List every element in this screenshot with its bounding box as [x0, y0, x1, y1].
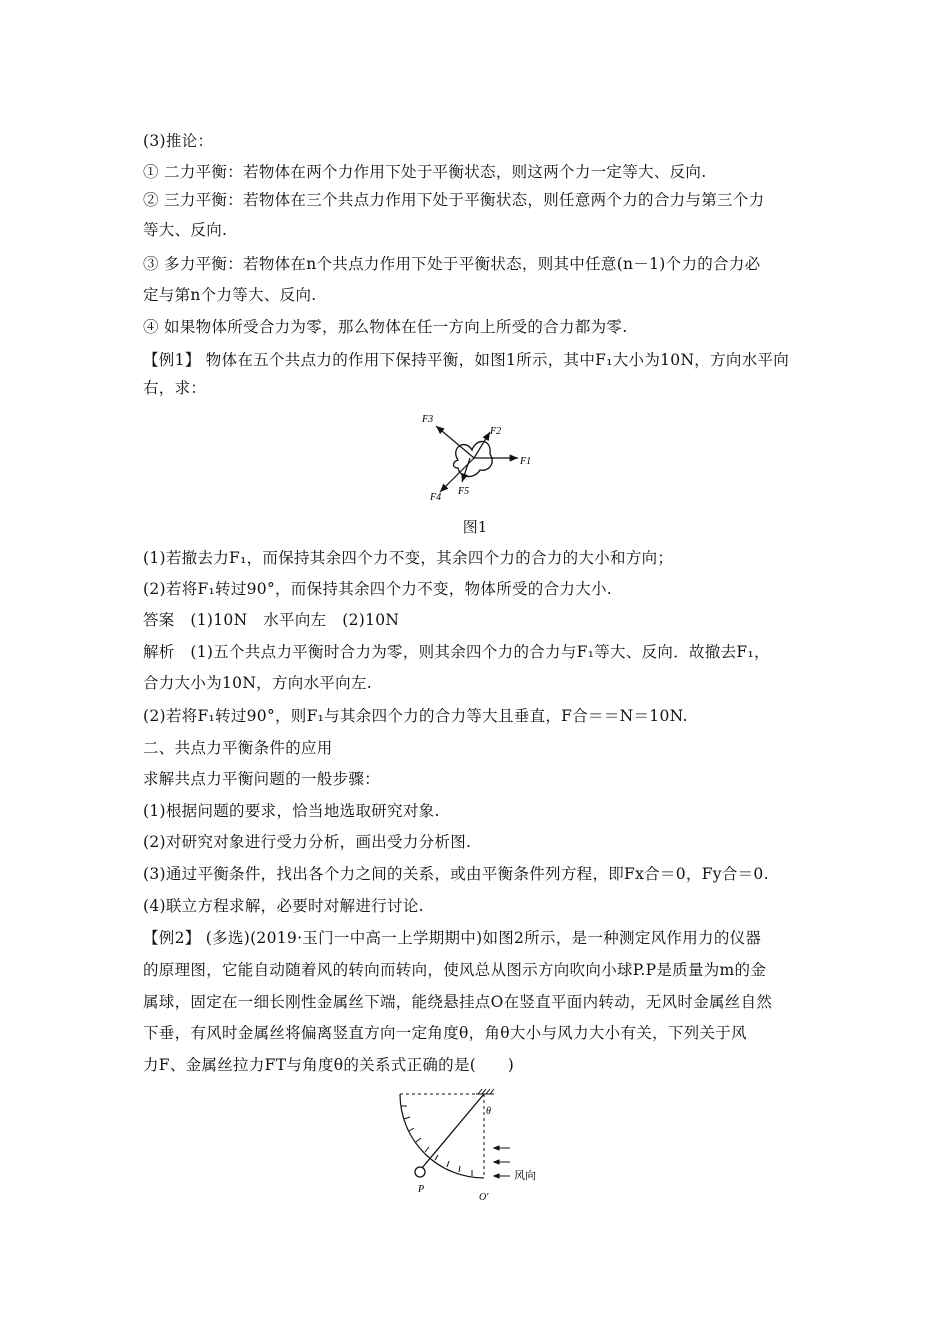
figure-1-caption: 图1	[462, 518, 488, 536]
answer-line: 答案 (1)10N 水平向左 (2)10N	[143, 611, 400, 629]
text-line: 定与第n个力等大、反向.	[143, 286, 317, 304]
analysis-line: 解析 (1)五个共点力平衡时合力为零，则其余四个力的合力与F₁等大、反向．故撤去F₁，	[143, 643, 770, 661]
p-label: P	[418, 1184, 425, 1195]
text-line: 等大、反向.	[143, 221, 228, 239]
text-line: ④ 如果物体所受合力为零，那么物体在任一方向上所受的合力都为零.	[143, 318, 628, 336]
figure-1-force-diagram	[410, 408, 545, 508]
figure-2-wind-instrument-diagram	[390, 1086, 565, 1208]
wind-direction-label: 风向	[514, 1170, 536, 1182]
text-line: 的原理图，它能自动随着风的转向而转向，使风总从图示方向吹向小球P.P是质量为m的金	[143, 961, 767, 979]
ball-p	[415, 1167, 425, 1177]
text-line: ② 三力平衡：若物体在三个共点力作用下处于平衡状态，则任意两个力的合力与第三个力	[143, 191, 765, 209]
scale-arc	[400, 1094, 484, 1178]
text-line: (1)根据问题的要求，恰当地选取研究对象.	[143, 802, 440, 820]
f5-label: F5	[458, 486, 470, 497]
text-line: (1)若撤去力F₁，而保持其余四个力不变，其余四个力的合力的大小和方向；	[143, 549, 674, 567]
o-prime-label: O′	[479, 1192, 489, 1203]
text-line: (2)若将F₁转过90°，而保持其余四个力不变，物体所受的合力大小.	[143, 580, 613, 598]
text-line: (2)对研究对象进行受力分析，画出受力分析图.	[143, 833, 472, 851]
f3-arrow	[436, 426, 474, 458]
text-line: ① 二力平衡：若物体在两个力作用下处于平衡状态，则这两个力一定等大、反向.	[143, 163, 707, 181]
text-line: ③ 多力平衡：若物体在n个共点力作用下处于平衡状态，则其中任意(n－1)个力的合力必	[143, 255, 761, 273]
f3-label: F3	[422, 414, 434, 425]
ceiling-hatch	[476, 1089, 494, 1094]
text-line: 属球，固定在一细长刚性金属丝下端，能绕悬挂点O在竖直平面内转动，无风时金属丝自然	[143, 993, 773, 1011]
text-line: 下垂，有风时金属丝将偏离竖直方向一定角度θ，角θ大小与风力大小有关，下列关于风	[143, 1024, 747, 1042]
text-line: (3)推论：	[143, 132, 214, 150]
text-line: (4)联立方程求解，必要时对解进行讨论.	[143, 897, 424, 915]
f1-label: F1	[520, 456, 532, 467]
scale-ticks	[401, 1106, 472, 1176]
text-line: 力F、金属丝拉力FT与角度θ的关系式正确的是( )	[143, 1056, 515, 1074]
text-line: 右，求：	[143, 379, 207, 397]
theta-label: θ	[486, 1106, 491, 1117]
example-2-heading: 【例2】 (多选)(2019·玉门一中高一上学期期中)如图2所示，是一种测定风作用力的仪器	[143, 929, 762, 947]
section-heading: 二、共点力平衡条件的应用	[143, 739, 333, 757]
example-1-heading: 【例1】 物体在五个共点力的作用下保持平衡，如图1所示，其中F₁大小为10N，方向水平向	[143, 351, 790, 369]
text-line: 求解共点力平衡问题的一般步骤：	[143, 770, 381, 788]
text-line: 合力大小为10N，方向水平向左.	[143, 674, 373, 692]
f2-label: F2	[490, 426, 502, 437]
f4-label: F4	[430, 492, 442, 503]
text-line: (3)通过平衡条件，找出各个力之间的关系，或由平衡条件列方程，即Fx合＝0，Fy合＝0.	[143, 865, 769, 883]
wind-arrows	[494, 1146, 510, 1178]
text-line: (2)若将F₁转过90°，则F₁与其余四个力的合力等大且垂直，F合＝＝N＝10N.	[143, 707, 688, 725]
metal-wire	[422, 1094, 484, 1168]
